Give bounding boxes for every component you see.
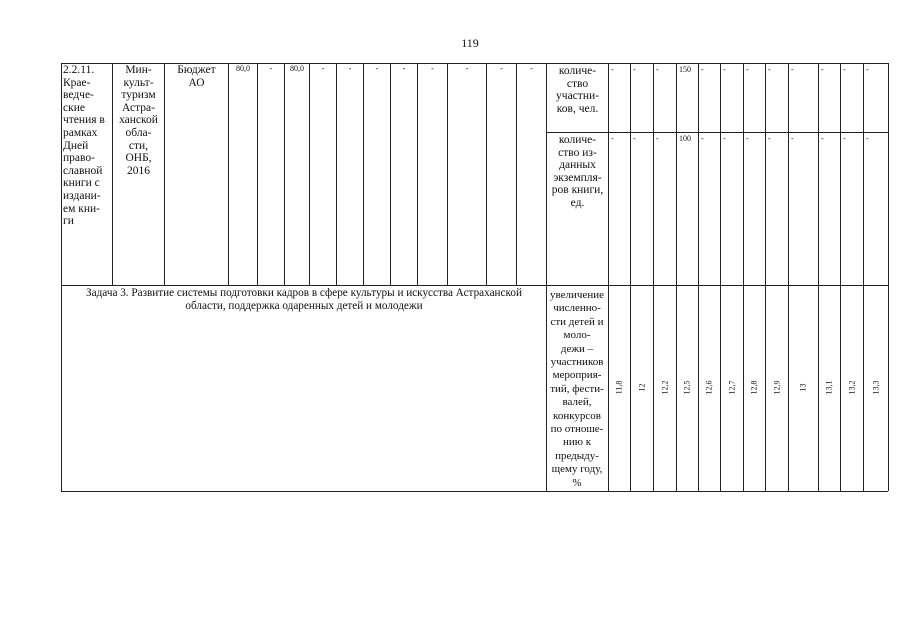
task-3-title-line-2: области, поддержка одаренных детей и молодежи xyxy=(185,299,423,312)
col-line xyxy=(516,63,517,285)
col-line xyxy=(743,63,744,491)
col-line xyxy=(486,63,487,285)
task-3-indicator-label-line: моло- xyxy=(563,329,591,342)
task-3-title xyxy=(65,287,543,312)
funding-total: 80,0 xyxy=(236,64,250,73)
task-3-indicator-label-line: численно- xyxy=(553,302,601,315)
table-right-border xyxy=(888,63,889,491)
indicator-1-value: - xyxy=(723,65,726,74)
indicator-2-label-line: ство из- xyxy=(558,146,597,159)
task-3-indicator-value: 12 xyxy=(637,383,646,392)
measure-name-line: ем кни- xyxy=(63,202,100,215)
indicator-1-value: - xyxy=(866,65,869,74)
indicator-2-label-line: ед. xyxy=(570,196,585,209)
indicator-2-value: - xyxy=(633,134,636,143)
col-line xyxy=(840,63,841,491)
task-3-indicator-label-line: % xyxy=(572,476,582,489)
indicator-2-value: - xyxy=(746,134,749,143)
measure-name-line: право- xyxy=(63,152,95,165)
indicator-1-label xyxy=(547,65,608,115)
task-3-indicator-label-line: увеличение xyxy=(550,289,604,301)
indicator-1-value: - xyxy=(611,65,614,74)
col-line xyxy=(630,63,631,491)
indicator-2-value: - xyxy=(701,134,704,143)
indicator-1-value: - xyxy=(791,65,794,74)
col-line xyxy=(164,63,165,285)
funding-source-line: Бюджет xyxy=(177,64,216,76)
task-3-indicator-label-line: тий, фести- xyxy=(550,382,604,395)
program-table xyxy=(61,63,888,491)
indicator-2-label xyxy=(547,134,608,210)
task-3-indicator-label xyxy=(545,289,609,490)
indicator-1-value: - xyxy=(746,65,749,74)
task-3-indicator-value: 13,1 xyxy=(824,380,834,395)
executor-line: Астра- xyxy=(122,101,155,114)
indicator-2-value: - xyxy=(723,134,726,143)
indicator-1-value: 150 xyxy=(679,65,691,74)
task-3-indicator-value: 13 xyxy=(798,383,808,392)
measure-name-line: книги с xyxy=(63,177,100,190)
executor-line: ОНБ, xyxy=(125,152,152,165)
indicator-2-value: - xyxy=(791,134,794,143)
indicator-1-value: - xyxy=(656,65,659,74)
task-3-indicator-label-line: сти детей и xyxy=(550,315,604,328)
funding-year-value: - xyxy=(465,64,469,73)
task-3-indicator-label-line: по отноше- xyxy=(550,423,604,436)
col-line xyxy=(390,63,391,285)
funding-year-value: - xyxy=(321,64,325,73)
col-line xyxy=(818,63,819,491)
measure-name-line: 2.2.11. xyxy=(63,64,95,76)
measure-name-line: рамках xyxy=(63,126,98,139)
col-line xyxy=(720,63,721,491)
executor-line: 2016 xyxy=(127,164,150,177)
funding-year-value: - xyxy=(431,64,434,73)
indicator-1-value: - xyxy=(843,65,846,74)
col-line xyxy=(363,63,364,285)
measure-name-line: ги xyxy=(63,215,74,228)
measure-name-line: Дней xyxy=(63,139,89,152)
funding-source-line: АО xyxy=(188,76,205,89)
executor-line: сти, xyxy=(128,139,149,152)
measure-name-line: чтения в xyxy=(63,114,105,127)
col-line xyxy=(284,63,285,285)
col-line xyxy=(765,63,766,491)
task-3-indicator-label-line: участников xyxy=(550,356,604,369)
row-divider xyxy=(61,285,888,286)
measure-name-line: Крае- xyxy=(63,76,91,89)
col-line xyxy=(228,63,229,285)
task-3-indicator-value: 12,2 xyxy=(660,380,669,395)
task-3-indicator-label-line: предыду- xyxy=(555,449,599,462)
indicator-2-label-line: экземпля- xyxy=(553,171,602,184)
indicator-2-value: - xyxy=(843,134,846,143)
col-line xyxy=(417,63,418,285)
col-line xyxy=(676,63,677,491)
indicator-1-value: - xyxy=(701,65,704,74)
task-3-indicator-label-line: нию к xyxy=(562,436,592,449)
indicator-1-value: - xyxy=(768,65,771,74)
funding-source xyxy=(165,64,228,89)
task-3-indicator-value: 13,3 xyxy=(871,380,880,395)
indicator-2-label-line: данных xyxy=(559,159,596,172)
indicator-2-value: - xyxy=(821,134,824,143)
measure-name-line: ские xyxy=(63,101,85,114)
task-3-indicator-value: 12,8 xyxy=(749,380,759,395)
indicator-1-value: - xyxy=(821,65,824,74)
indicator-2-value: 100 xyxy=(679,134,691,143)
table-bottom-border xyxy=(61,491,888,492)
task-3-indicator-value: 11,8 xyxy=(614,380,624,395)
executor-line: туризм xyxy=(121,89,156,102)
executor-line: Мин- xyxy=(125,64,152,76)
executor-line: ханской xyxy=(119,114,158,127)
indicator-1-label-line: ков, чел. xyxy=(556,102,599,115)
col-line xyxy=(447,63,448,285)
indicator-divider xyxy=(546,132,888,133)
col-line xyxy=(788,63,789,491)
executor-line: обла- xyxy=(125,126,152,139)
task-3-indicator-label-line: конкурсов xyxy=(553,409,601,422)
task-3-indicator-value: 13,2 xyxy=(847,380,856,395)
measure-name-line: славной xyxy=(63,164,103,177)
task-3-indicator-value: 12,9 xyxy=(772,380,781,395)
col-line xyxy=(336,63,337,285)
indicator-2-value: - xyxy=(768,134,771,143)
funding-year-2: 80,0 xyxy=(290,64,304,73)
page-number: 119 xyxy=(461,36,479,50)
col-line xyxy=(653,63,654,491)
task-3-title-line-1: Задача 3. Развитие системы подготовки кадров в сфере культуры и искусства Астраханской xyxy=(86,287,522,299)
executor xyxy=(113,64,164,177)
funding-year-value: - xyxy=(375,64,379,73)
indicator-1-label-line: ство xyxy=(566,77,589,90)
indicator-2-label-line: количе- xyxy=(558,134,597,146)
indicator-2-value: - xyxy=(866,134,869,143)
funding-year-value: - xyxy=(402,64,406,73)
task-3-indicator-value: 12,6 xyxy=(704,380,714,395)
task-3-indicator-label-line: мероприя- xyxy=(552,369,602,382)
executor-line: культ- xyxy=(123,76,154,89)
task-3-indicator-value: 12,5 xyxy=(682,380,692,395)
task-3-indicator-value: 12,7 xyxy=(727,380,736,395)
col-line xyxy=(309,63,310,285)
task-3-indicator-label-line: дежи – xyxy=(560,342,594,355)
indicator-1-value: - xyxy=(633,65,636,74)
col-line xyxy=(257,63,258,285)
indicator-1-label-line: количе- xyxy=(558,65,597,77)
indicator-1-label-line: участни- xyxy=(556,90,599,103)
funding-year-value: - xyxy=(348,64,352,73)
indicator-2-value: - xyxy=(656,134,659,143)
measure-name-line: издани- xyxy=(63,189,101,202)
measure-number-name xyxy=(63,64,111,228)
funding-year-1: - xyxy=(269,64,273,73)
indicator-2-label-line: ров книги, xyxy=(551,184,604,197)
measure-name-line: ведче- xyxy=(63,89,94,102)
indicator-2-value: - xyxy=(611,134,614,143)
col-line xyxy=(863,63,864,491)
table-left-border xyxy=(61,63,62,491)
funding-year-value: - xyxy=(500,64,503,73)
task-3-indicator-label-line: валей, xyxy=(562,396,592,409)
col-line xyxy=(698,63,699,491)
task-3-indicator-label-line: щему году, xyxy=(551,463,603,476)
funding-year-value: - xyxy=(530,64,533,73)
